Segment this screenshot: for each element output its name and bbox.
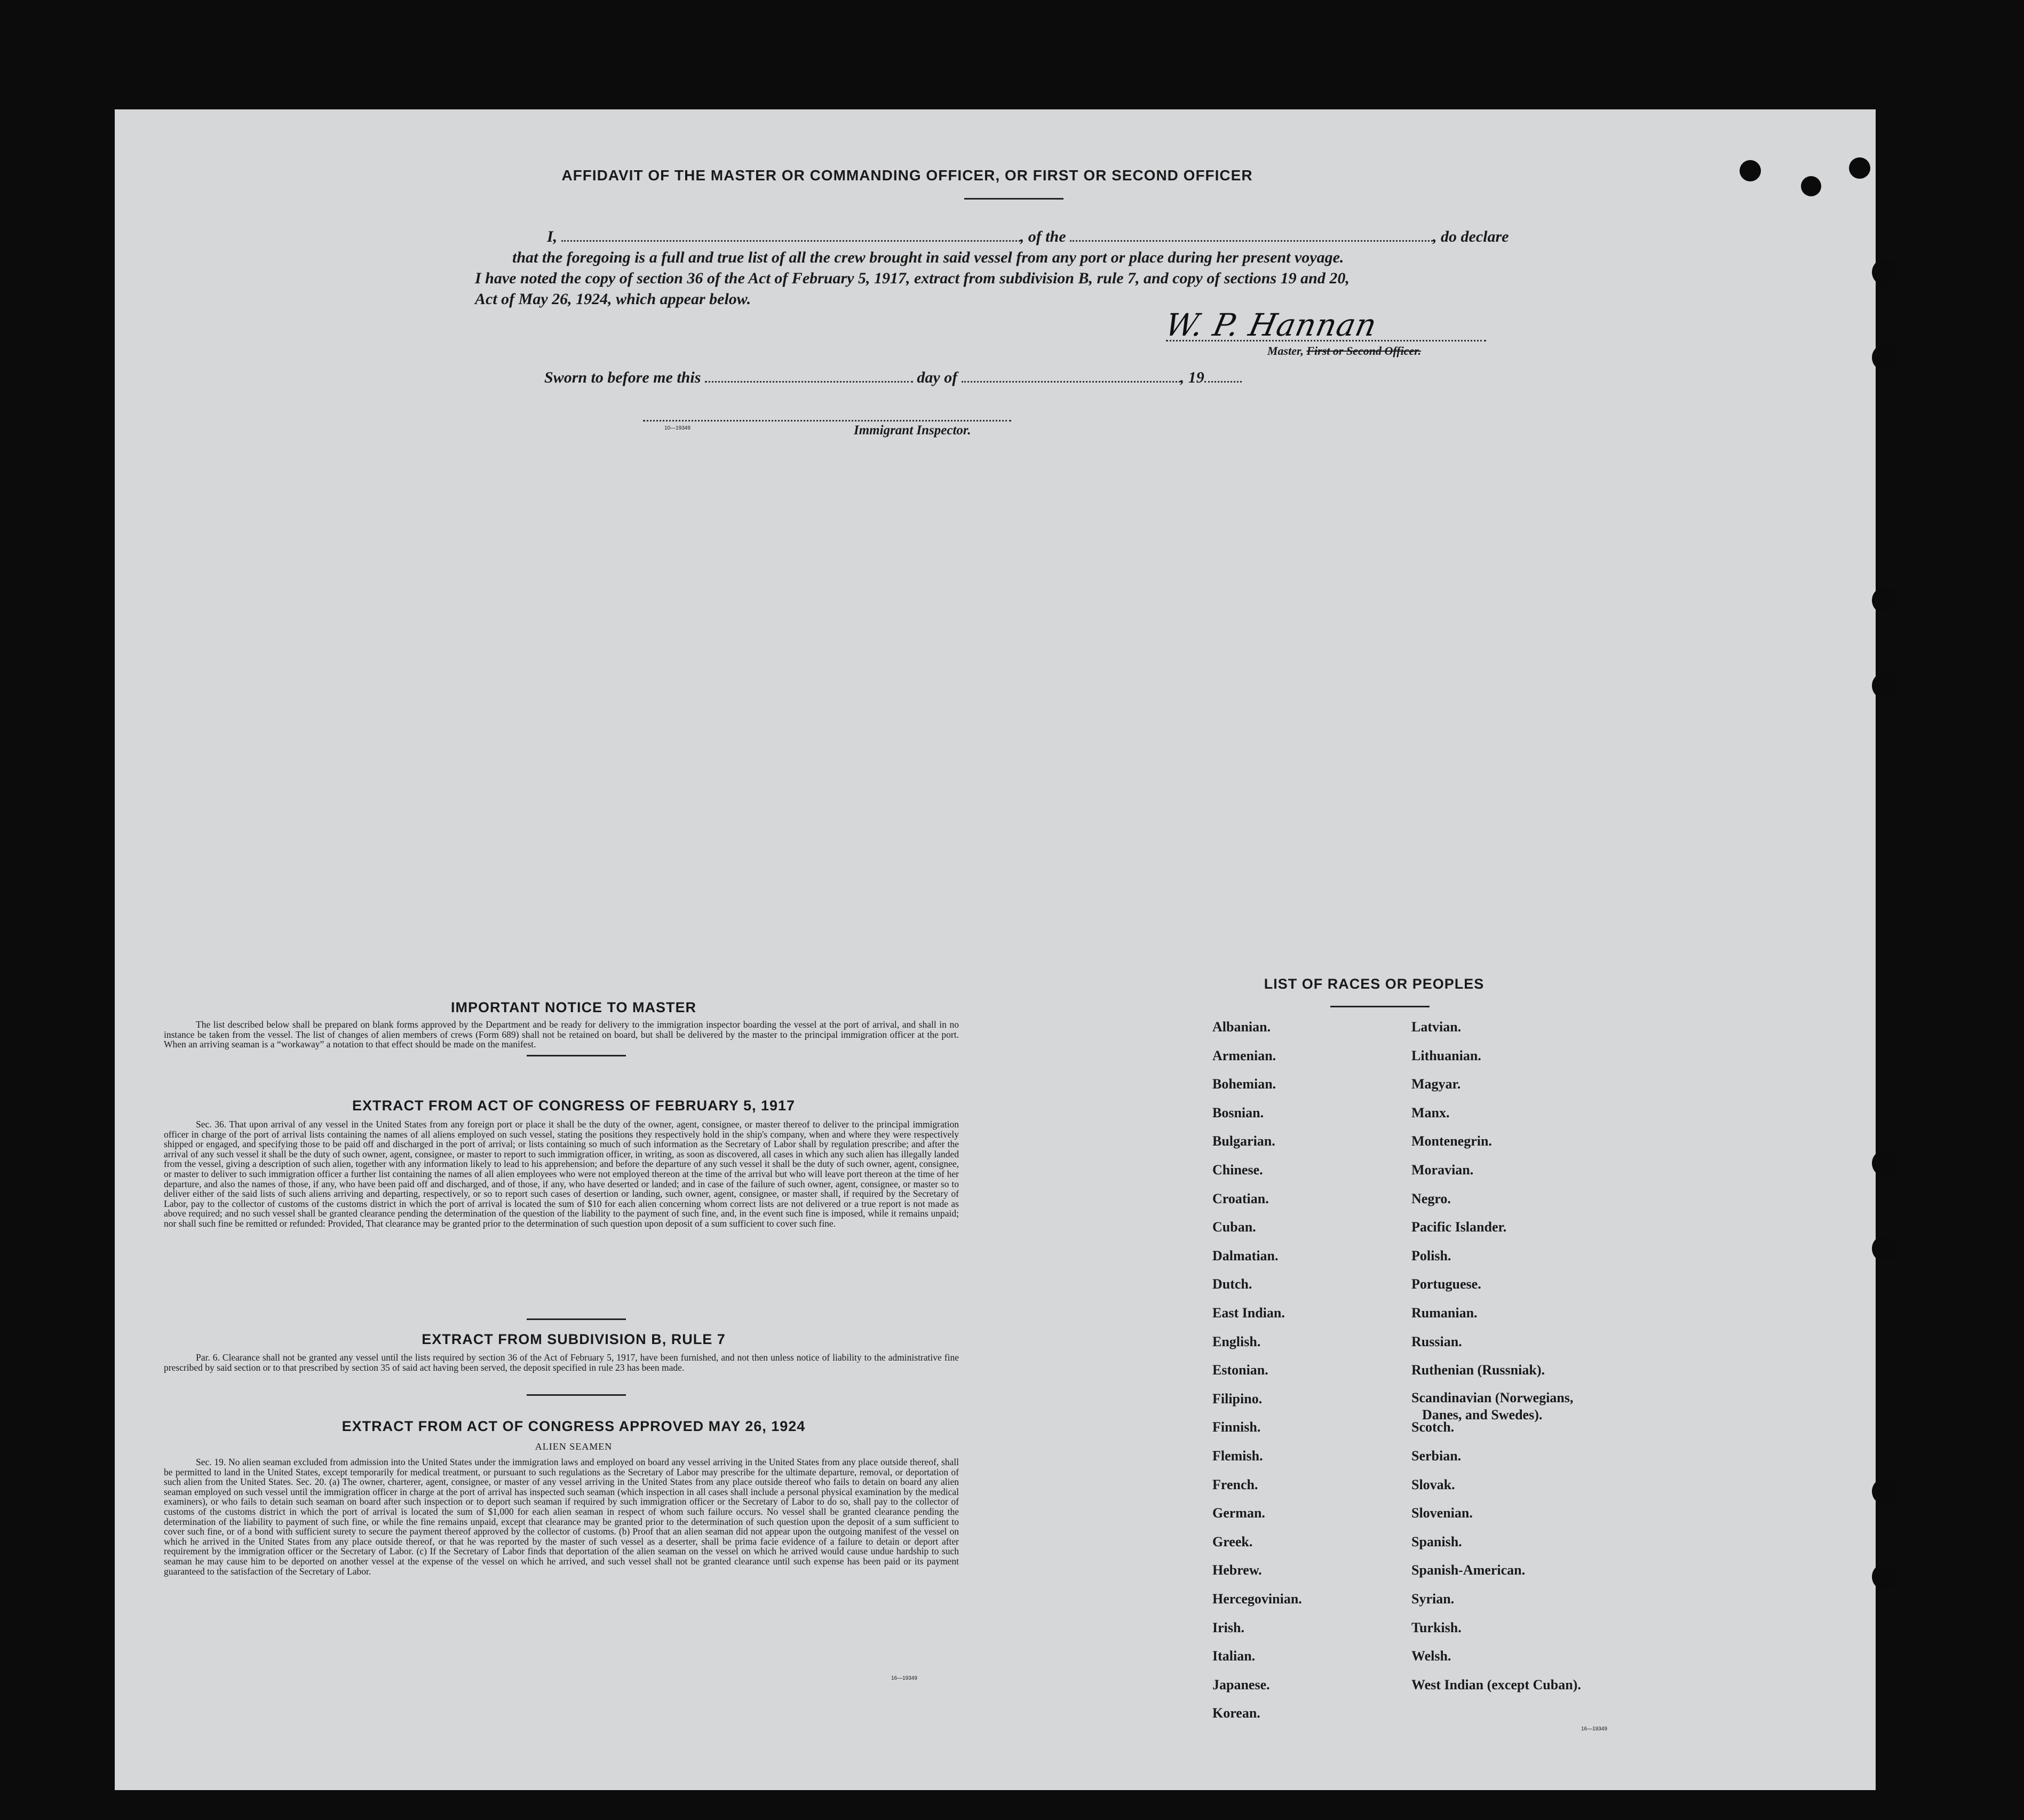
race-item: Estonian. [1212,1362,1268,1378]
affidavit-do-declare: , do declare [1433,228,1509,245]
race-item: Scotch. [1411,1419,1455,1435]
race-item: Flemish. [1212,1448,1263,1464]
race-item: Syrian. [1411,1591,1455,1607]
race-item: Bulgarian. [1212,1133,1275,1149]
notice-title: IMPORTANT NOTICE TO MASTER [451,999,696,1015]
race-item: Slovak. [1411,1476,1455,1492]
race-item: French. [1212,1476,1258,1492]
races-title: LIST OF RACES OR PEOPLES [1264,976,1485,992]
race-item: Armenian. [1212,1047,1276,1063]
punch-hole [1801,176,1821,196]
affidavit-i: I, [547,228,558,245]
punch-hole [1872,259,1899,285]
affidavit-line1 [547,228,1509,246]
race-item: Dutch. [1212,1276,1252,1292]
race-item: Negro. [1411,1190,1451,1206]
race-item: Pacific Islander. [1411,1219,1507,1235]
race-item: Russian. [1411,1333,1462,1349]
extract-rule7-title: EXTRACT FROM SUBDIVISION B, RULE 7 [422,1331,726,1347]
punch-hole [1872,1563,1899,1590]
race-item: Cuban. [1212,1219,1256,1235]
divider [527,1318,626,1320]
affidavit-title: AFFIDAVIT OF THE MASTER OR COMMANDING OFFICER, OR FIRST OR SECOND OFFICER [561,167,1253,184]
divider [964,198,1063,200]
form-number-top: 10—19349 [664,425,690,431]
punch-hole [1872,587,1899,614]
race-item: Lithuanian. [1411,1047,1481,1063]
extract-1917-title: EXTRACT FROM ACT OF CONGRESS OF FEBRUARY 5, 1917 [352,1098,796,1114]
race-item: German. [1212,1505,1265,1521]
affidavit-line4: Act of May 26, 1924, which appear below. [475,290,751,308]
affidavit-line3: I have noted the copy of section 36 of the Act of February 5, 1917, extract from subdivision B, rule 7, and copy of sections 19 and 20, [475,269,1350,287]
divider [527,1394,626,1396]
extract-1917-text: Sec. 36. That upon arrival of any vessel in the United States from any foreign port or place it shall be the duty of the owner, agent, consignee, or master thereof to deliver to the principal immigration officer in charge of the port of arrival lists containing the names of all aliens employed on such vessel, stating the positions they respectively hold in the ship's company, when and where they were respectively shipped or engaged, and specifying those to be paid off and discharged in the port of arrival; or lists containing so much of such information as the Secretary of Labor shall by regulation prescribe; and after the arrival of any such vessel it shall be the duty of such owner, agent, consignee, or master to report to such immigration officer, in writing, as soon as discovered, all cases in which any such alien has illegally landed from the vessel, giving a description of such alien, together with any information likely to lead to his apprehension; and before the departure of any such vessel it shall be the duty of such owner, agent, consignee, or master to deliver to such immigration officer a further list containing the names of all alien employees who were not employed thereon at the time of the arrival but who will leave port thereon at the time of her departure, and also the names of those, if any, who have been paid off and discharged, and of those, if any, who have deserted or landed; and in case of the failure of such owner, agent, consignee, or master so to deliver either of the said lists of such aliens arriving and departing, respectively, or so to report such cases of desertion or landing, such owner, agent, consignee, or master shall, if required by the Secretary of Labor, pay to the collector of customs of the customs district in which the port of arrival is located the sum of $10 for each alien concerning whom correct lists are not delivered or a true report is not made as above required; and no such vessel shall be granted clearance pending the determination of the question of the liability to the payment of such fine, and, in the event such fine is imposed, while it remains unpaid; nor shall such fine be remitted or refunded: Provided, That clearance may be granted prior to the determination of such question upon deposit of a sum sufficient to cover such fine. [164,1119,959,1229]
affidavit-line2: that the foregoing is a full and true list of all the crew brought in said vessel from any port or place during her present voyage. [512,249,1344,266]
race-item: Italian. [1212,1648,1256,1664]
race-item: Scandinavian (Norwegians, [1411,1389,1574,1405]
race-item: Korean. [1212,1705,1260,1721]
race-item: Ruthenian (Russniak). [1411,1362,1545,1378]
race-item: Manx. [1411,1104,1450,1120]
race-item: Polish. [1411,1247,1451,1263]
race-item: Croatian. [1212,1190,1269,1206]
race-item: Montenegrin. [1411,1133,1492,1149]
signature [1162,307,1486,349]
race-item: Turkish. [1411,1619,1462,1635]
race-item: Albanian. [1212,1019,1271,1035]
race-item: Moravian. [1411,1162,1474,1178]
race-item: Bosnian. [1212,1104,1264,1120]
affidavit-of-the: , of the [1020,228,1066,245]
signature-text: W. P. Hannan [1162,307,1380,343]
divider [527,1055,626,1056]
race-item: Spanish-American. [1411,1562,1526,1578]
sworn-prefix: Sworn to before me this [544,369,701,386]
sworn-line [544,369,1242,387]
extract-rule7-text: Par. 6. Clearance shall not be granted any vessel until the lists required by section 36 of the Act of February 5, 1917, have been furnished, and not then unless notice of liability to the administrative fine prescribed by said section or to that prescribed by section 35 of said act having been served, the deposit specified in rule 23 has been made. [164,1352,959,1373]
race-item: East Indian. [1212,1305,1285,1321]
punch-hole [1872,672,1899,699]
extract-1924-title: EXTRACT FROM ACT OF CONGRESS APPROVED MAY 26, 1924 [342,1418,806,1434]
punch-hole [1872,1150,1899,1177]
race-item: Dalmatian. [1212,1247,1279,1263]
race-item: Spanish. [1411,1533,1462,1549]
inspector-caption: Immigrant Inspector. [854,423,971,438]
race-item: Filipino. [1212,1390,1263,1406]
name-blank [561,237,1020,242]
sworn-year: , 19 [1180,369,1204,386]
race-item: Portuguese. [1411,1276,1481,1292]
punch-hole [1872,344,1899,371]
race-item: Welsh. [1411,1648,1451,1664]
race-item: Slovenian. [1411,1505,1473,1521]
month-blank [962,378,1180,383]
race-item: Danes, and Swedes). [1422,1406,1543,1422]
race-item: Latvian. [1411,1019,1462,1035]
sworn-day: day of [917,369,958,386]
race-item: Bohemian. [1212,1076,1276,1092]
race-item: Rumanian. [1411,1305,1478,1321]
race-item: Irish. [1212,1619,1244,1635]
race-item: English. [1212,1333,1261,1349]
signature-caption: Master, First or Second Officer. [1267,344,1422,357]
day-blank [705,378,913,383]
inspector-signature-line [643,420,1011,422]
race-item: Magyar. [1411,1076,1461,1092]
year-blank [1204,378,1242,383]
punch-hole [1740,160,1761,181]
race-item: Greek. [1212,1533,1253,1549]
extract-1924-subtitle: ALIEN SEAMEN [535,1441,613,1452]
vessel-blank [1070,237,1433,242]
form-number-races: 16—19349 [1581,1726,1607,1732]
race-item: West Indian (except Cuban). [1411,1676,1581,1692]
document-page [115,109,1876,1790]
notice-text: The list described below shall be prepared on blank forms approved by the Department and be ready for delivery to the immigration inspector boarding the vessel at the port of arrival, and shall in no instance be taken from the vessel. The list of changes of alien members of crews (Form 689) shall not be retained on board, but shall be delivered by the master to the principal immigration officer at the port. When an arriving seaman is a “workaway” a notation to that effect should be made on the manifest. [164,1019,959,1050]
race-item: Japanese. [1212,1676,1270,1692]
race-item: Hebrew. [1212,1562,1262,1578]
divider [1330,1006,1430,1007]
race-item: Hercegovinian. [1212,1591,1302,1607]
punch-hole [1849,157,1870,179]
punch-hole [1872,1478,1899,1505]
race-item: Finnish. [1212,1419,1261,1435]
punch-hole [1872,1235,1899,1262]
race-item: Serbian. [1411,1448,1462,1464]
extract-1924-text: Sec. 19. No alien seaman excluded from admission into the United States under the immigration laws and employed on board any vessel arriving in the United States from any place outside thereof, shall be permitted to land in the United States, except temporarily for medical treatment, or pursuant to such regulations as the Secretary of Labor may prescribe for the ultimate departure, removal, or deportation of such alien from the United States. Sec. 20. (a) The owner, charterer, agent, consignee, or master of any vessel arriving in the United States from any place outside thereof who fails to detain on board any alien seaman employed on such vessel until the immigration officer in charge at the port of arrival has inspected such seaman (which inspection in all cases shall include a personal physical examination by the medical examiners), or who fails to detain such seaman on board after such inspection or to deport such seaman if required by such immigration officer or the Secretary of Labor to do so, shall pay to the collector of customs of the customs district in which the port of arrival is located the sum of $1,000 for each alien seaman in respect of whom such failure occurs. No vessel shall be granted clearance pending the determination of the liability to payment of such fine, or while the fine remains unpaid, except that clearance may be granted prior to the determination of such question upon the deposit of a sum sufficient to cover such fine, or of a bond with sufficient surety to secure the payment thereof approved by the collector of customs. (b) Proof that an alien seaman did not appear upon the outgoing manifest of the vessel on which he arrived in the United States from any place outside thereof, or that he was reported by the master of such vessel as a deserter, shall be prima facie evidence of a failure to detain or deport after requirement by the immigration officer or the Secretary of Labor. (c) If the Secretary of Labor finds that deportation of the alien seaman on the vessel on which he arrived would cause undue hardship to such seaman he may cause him to be deported on another vessel at the expense of the vessel on which he arrived, and such vessel shall not be granted clearance until such expense has been paid or its payment guaranteed to the satisfaction of the Secretary of Labor. [164,1457,959,1577]
race-item: Chinese. [1212,1162,1263,1178]
form-number-left: 16—19349 [891,1675,917,1681]
